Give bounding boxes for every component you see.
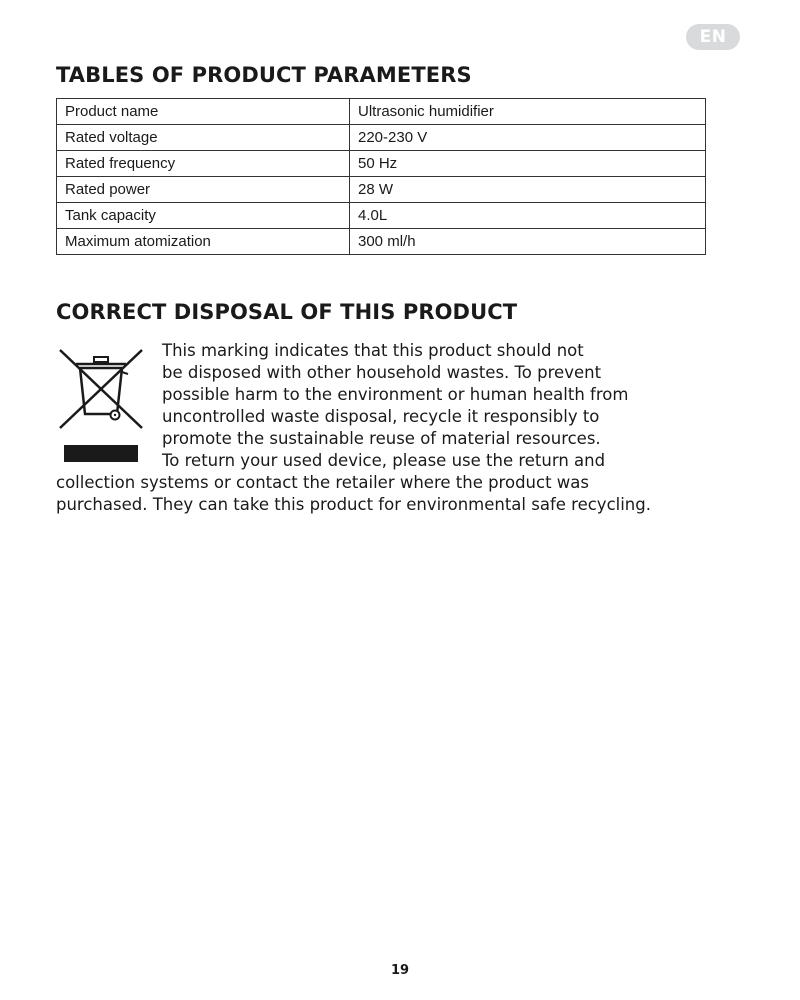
param-value: 300 ml/h	[350, 229, 706, 255]
page-number: 19	[390, 963, 410, 978]
table-row	[57, 99, 706, 125]
disposal-text-line: collection systems or contact the retailer where the product was	[56, 473, 589, 492]
param-value: 220-230 V	[350, 125, 706, 151]
disposal-heading: CORRECT DISPOSAL OF THIS PRODUCT	[56, 300, 518, 324]
language-badge: EN	[686, 24, 740, 50]
param-label: Maximum atomization	[57, 229, 350, 255]
parameters-heading: TABLES OF PRODUCT PARAMETERS	[56, 63, 472, 87]
param-value: 50 Hz	[350, 151, 706, 177]
table-row	[57, 177, 706, 203]
disposal-text-line: To return your used device, please use the return and	[162, 451, 606, 470]
param-label: Rated voltage	[57, 125, 350, 151]
param-label: Tank capacity	[57, 203, 350, 229]
table-row	[57, 203, 706, 229]
table-row	[57, 229, 706, 255]
param-value: 4.0L	[350, 203, 706, 229]
parameters-table	[56, 98, 706, 255]
disposal-text-line: promote the sustainable reuse of material resources.	[162, 429, 601, 448]
disposal-text-line: uncontrolled waste disposal, recycle it responsibly to	[162, 407, 600, 426]
param-value: Ultrasonic humidifier	[350, 99, 706, 125]
param-value: 28 W	[350, 177, 706, 203]
param-label: Product name	[57, 99, 350, 125]
crossed-out-wheelie-bin-icon	[56, 344, 146, 464]
disposal-text-line: be disposed with other household wastes. To prevent	[162, 363, 602, 382]
table-row	[57, 151, 706, 177]
disposal-text-line: This marking indicates that this product should not	[162, 341, 584, 360]
disposal-text-line: possible harm to the environment or human health from	[162, 385, 629, 404]
table-row	[57, 125, 706, 151]
param-label: Rated power	[57, 177, 350, 203]
param-label: Rated frequency	[57, 151, 350, 177]
disposal-text-line: purchased. They can take this product for environmental safe recycling.	[56, 495, 651, 514]
